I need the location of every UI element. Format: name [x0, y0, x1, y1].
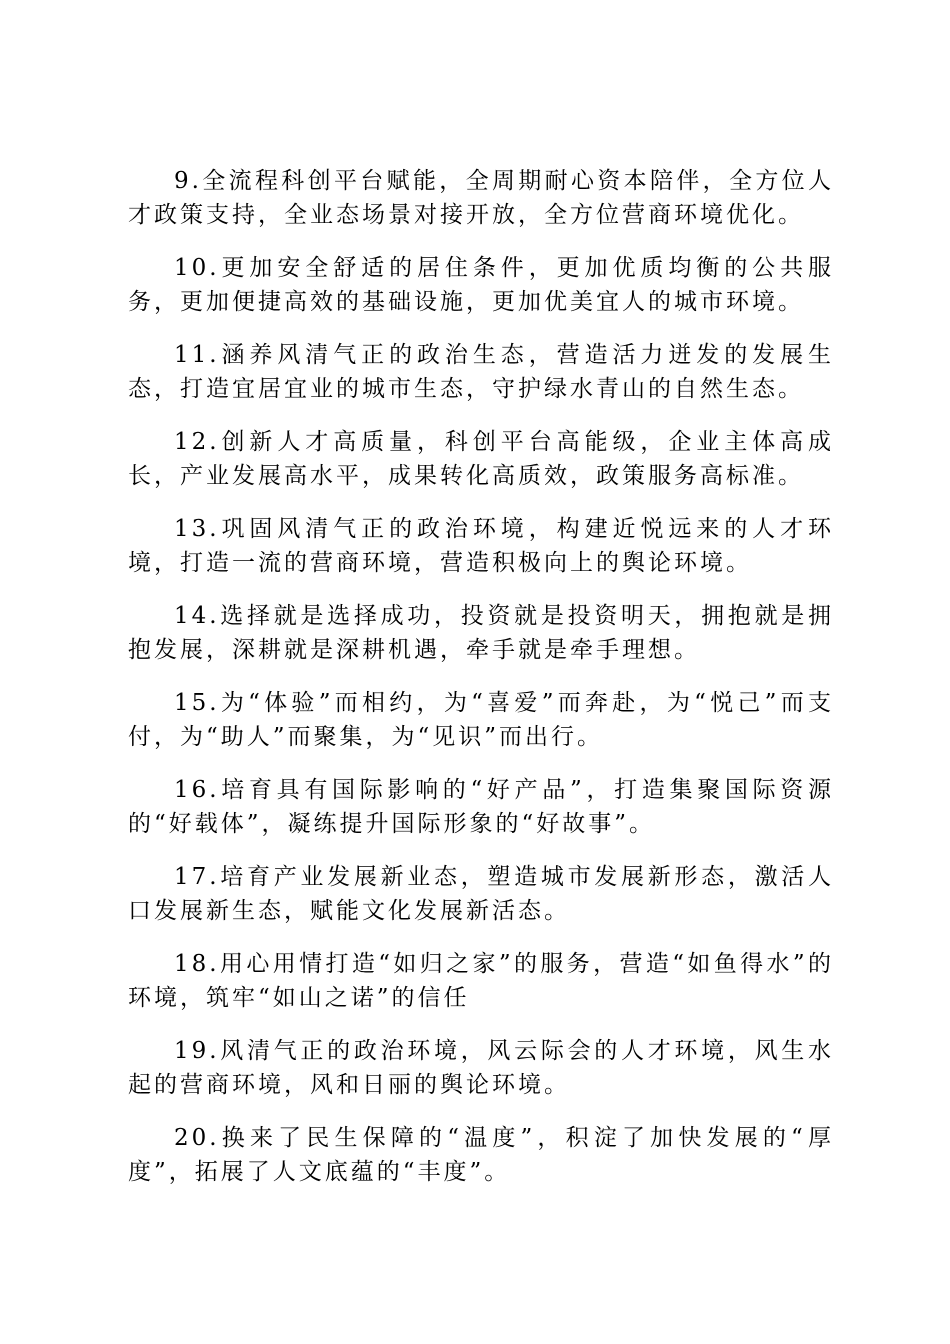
paragraph-20: 20.换来了民生保障的“温度”，积淀了加快发展的“厚度”，拓展了人文底蕴的“丰度”。 [128, 1125, 834, 1185]
paragraph-19: 19.风清气正的政治环境，风云际会的人才环境，风生水起的营商环境，风和日丽的舆论环境。 [128, 1038, 834, 1098]
document-body [128, 164, 834, 1208]
paragraph-15: 15.为“体验”而相约，为“喜爱”而奔赴，为“悦己”而支付，为“助人”而聚集，为“见识”而出行。 [128, 690, 834, 750]
paragraph-14: 14.选择就是选择成功，投资就是投资明天，拥抱就是拥抱发展，深耕就是深耕机遇，牵手就是牵手理想。 [128, 603, 834, 663]
paragraph-13: 13.巩固风清气正的政治环境，构建近悦远来的人才环境，打造一流的营商环境，营造积极向上的舆论环境。 [128, 516, 834, 576]
paragraph-17: 17.培育产业发展新业态，塑造城市发展新形态，激活人口发展新生态，赋能文化发展新活态。 [128, 864, 834, 924]
paragraph-16: 16.培育具有国际影响的“好产品”，打造集聚国际资源的“好载体”，凝练提升国际形象的“好故事”。 [128, 777, 834, 837]
paragraph-10: 10.更加安全舒适的居住条件，更加优质均衡的公共服务，更加便捷高效的基础设施，更加优美宜人的城市环境。 [128, 255, 834, 315]
paragraph-9: 9.全流程科创平台赋能，全周期耐心资本陪伴，全方位人才政策支持，全业态场景对接开放，全方位营商环境优化。 [128, 168, 834, 228]
paragraph-11: 11.涵养风清气正的政治生态，营造活力迸发的发展生态，打造宜居宜业的城市生态，守护绿水青山的自然生态。 [128, 342, 834, 402]
paragraph-18: 18.用心用情打造“如归之家”的服务，营造“如鱼得水”的环境，筑牢“如山之诺”的信任 [128, 951, 834, 1011]
paragraph-12: 12.创新人才高质量，科创平台高能级，企业主体高成长，产业发展高水平，成果转化高质效，政策服务高标准。 [128, 429, 834, 489]
